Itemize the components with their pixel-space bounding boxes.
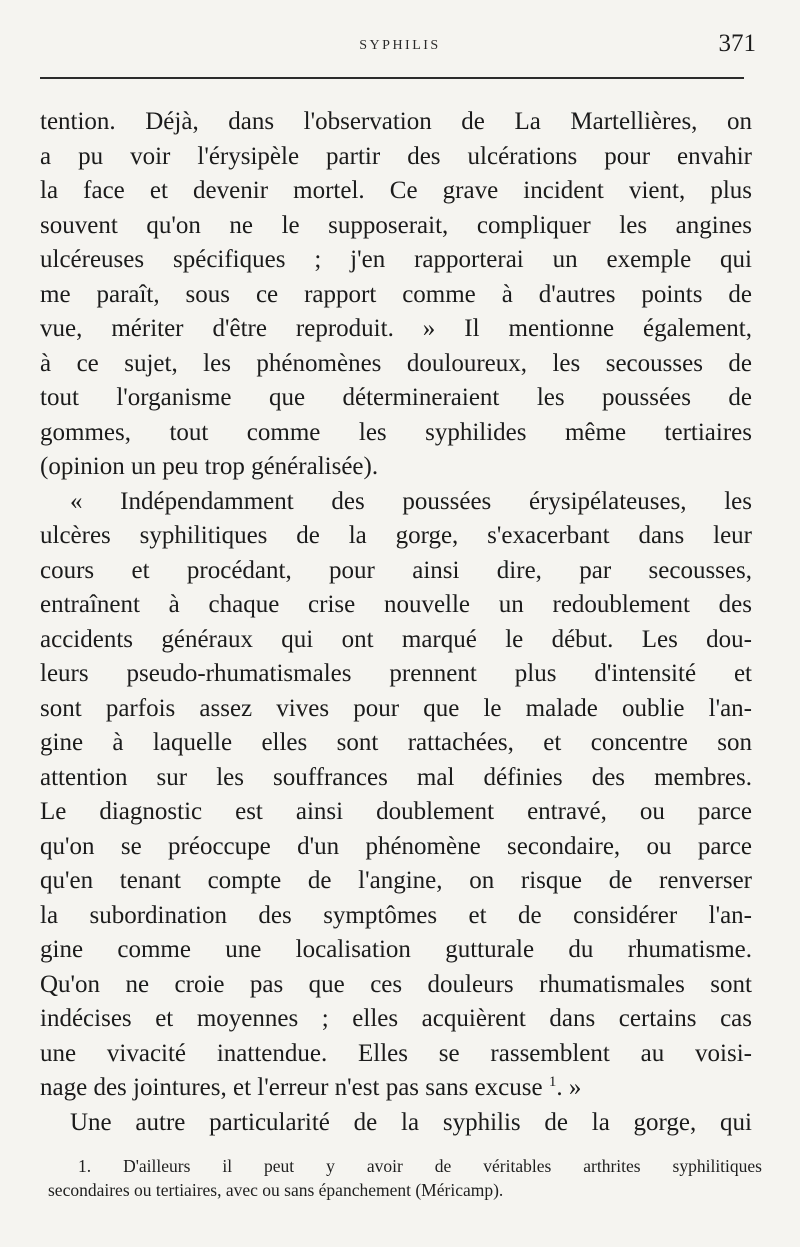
text-line: me paraît, sous ce rapport comme à d'autres points de [40, 280, 752, 308]
text-line: ulcères syphilitiques de la gorge, s'exacerbant dans leur [40, 522, 752, 549]
text-line: vue, mériter d'être reproduit. » Il mentionne également, [40, 315, 752, 342]
footnote-marker: 1 [548, 1074, 557, 1090]
text-line: Qu'on ne croie pas que ces douleurs rhumatismales sont [40, 970, 752, 998]
text-line: qu'on se préoccupe d'un phénomène secondaire, ou parce [40, 832, 752, 860]
running-header [44, 32, 756, 62]
text-line: une vivacité inattendue. Elles se rassemblent au voisi- [40, 1039, 752, 1067]
text-line: accidents généraux qui ont marqué le début. Les dou- [40, 625, 752, 653]
header-rule [40, 77, 744, 79]
footnote-line: secondaires ou tertiaires, avec ou sans épanchement (Méricamp). [48, 1180, 504, 1200]
text-line: cours et procédant, pour ainsi dire, par secousses, [40, 556, 752, 584]
text-line: gine comme une localisation gutturale du rhumatisme. [40, 936, 752, 963]
footnotes [48, 1154, 762, 1202]
text-line: gine à laquelle elles sont rattachées, et concentre son [40, 729, 752, 756]
footnote-line: 1. D'ailleurs il peut y avoir de véritables arthrites syphilitiques [78, 1156, 762, 1176]
text-line: a pu voir l'érysipèle partir des ulcérations pour envahir [40, 142, 752, 170]
text-line: à ce sujet, les phénomènes douloureux, les secousses de [40, 349, 752, 377]
text-line: gommes, tout comme les syphilides même tertiaires [40, 418, 752, 446]
text-line: nage des jointures, et l'erreur n'est pas sans excuse [40, 1074, 543, 1101]
text-line: sont parfois assez vives pour que le malade oublie l'an- [40, 694, 752, 722]
body-text [40, 105, 752, 1140]
text-line: « Indépendamment des poussées érysipélateuses, les [70, 487, 752, 515]
running-title: SYPHILIS [359, 38, 441, 53]
text-line: tout l'organisme que détermineraient les poussées de [40, 384, 752, 411]
text-line: Une autre particularité de la syphilis de la gorge, qui [70, 1108, 752, 1136]
text-line: Le diagnostic est ainsi doublement entravé, ou parce [40, 798, 752, 825]
text-line: qu'en tenant compte de l'angine, on risque de renverser [40, 867, 752, 894]
text-line: ulcéreuses spécifiques ; j'en rapporterai un exemple qui [40, 246, 752, 273]
text-line: leurs pseudo-rhumatismales prennent plus d'intensité et [40, 660, 752, 687]
closing-quote: . » [556, 1074, 582, 1101]
text-line: entraînent à chaque crise nouvelle un redoublement des [40, 591, 752, 618]
text-line-with-footnote [40, 1071, 752, 1106]
text-line: la face et devenir mortel. Ce grave incident vient, plus [40, 177, 752, 204]
text-line: attention sur les souffrances mal définies des membres. [40, 763, 752, 791]
text-line: tention. Déjà, dans l'observation de La Martellières, on [40, 108, 752, 135]
text-line: (opinion un peu trop généralisée). [40, 453, 379, 480]
text-line: la subordination des symptômes et de considérer l'an- [40, 901, 752, 929]
text-line: indécises et moyennes ; elles acquièrent dans certains cas [40, 1005, 752, 1032]
text-line: souvent qu'on ne le supposerait, compliquer les angines [40, 211, 752, 239]
page-number: 371 [718, 30, 756, 57]
